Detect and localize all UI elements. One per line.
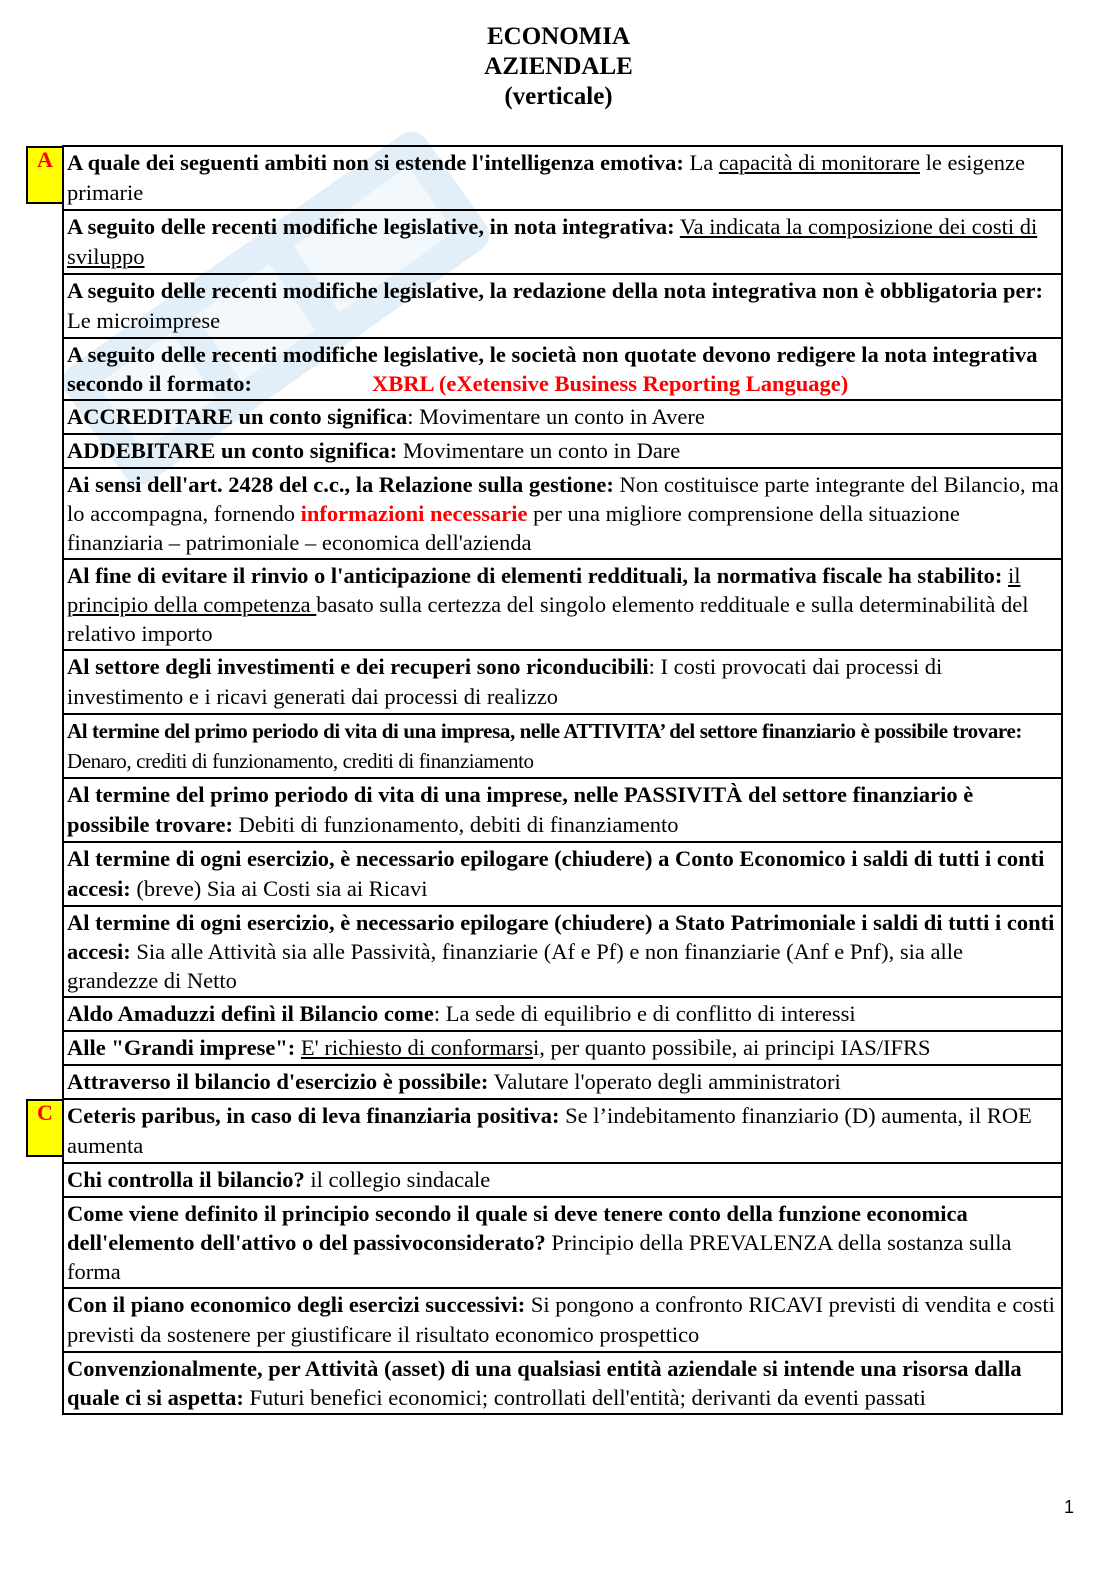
question: Aldo Amaduzzi definì il Bilancio come: [67, 1001, 434, 1026]
answer: basato sulla certezza del singolo elemento reddituale e sulla determinabilità del relativo importo: [67, 592, 1029, 646]
table-row: [26, 650, 1062, 714]
question: Al termine del primo periodo di vita di una imprese, nelle PASSIVITÀ del settore finanziario è possibile trovare:: [67, 782, 974, 837]
answer-underlined: il principio della competenza: [67, 563, 1021, 617]
question: A quale dei seguenti ambiti non si estende l'intelligenza emotiva:: [67, 150, 684, 175]
question: Attraverso il bilancio d'esercizio è possibile:: [67, 1069, 489, 1094]
title-line-1: ECONOMIA: [486, 23, 631, 50]
table-row: [26, 434, 1062, 468]
question: Al termine di ogni esercizio, è necessario epilogare (chiudere) a Stato Patrimoniale i saldi di tutti i conti accesi:: [67, 910, 1055, 964]
answer: (breve) Sia ai Costi sia ai Ricavi: [130, 876, 428, 901]
answer: Valutare l'operato degli amministratori: [488, 1069, 841, 1094]
table-row: [26, 274, 1062, 338]
table-row: [26, 1352, 1062, 1414]
answer: Movimentare un conto in Dare: [397, 438, 681, 463]
question: Al settore degli investimenti e dei recuperi sono riconducibili: [67, 654, 649, 679]
answer: Denaro, crediti di funzionamento, crediti di finanziamento: [67, 749, 534, 773]
answer: i, per quanto possibile, ai principi IAS/IFRS: [533, 1035, 931, 1060]
answer: le esigenze primarie: [67, 150, 1025, 205]
question: ADDEBITARE un conto significa:: [67, 438, 398, 463]
answer: Futuri benefici economici; controllati dell'entità; derivanti da eventi passati: [243, 1385, 926, 1410]
answer: Se l’indebitamento finanziario (D) aumenta, il ROE aumenta: [67, 1103, 1032, 1158]
question: Ai sensi dell'art. 2428 del c.c., la Relazione sulla gestione:: [67, 472, 614, 497]
question: Ceteris paribus, in caso di leva finanziaria positiva:: [67, 1103, 560, 1128]
table-row: [26, 1031, 1062, 1065]
table-row: [26, 468, 1062, 559]
table-row: [26, 906, 1062, 997]
table-row: [26, 338, 1062, 400]
answer-underlined: capacità di monitorare: [718, 150, 921, 175]
table-row: [26, 1065, 1062, 1099]
qa-table: [26, 145, 1063, 1415]
question: Con il piano economico degli esercizi successivi:: [67, 1292, 526, 1317]
question: ACCREDITARE un conto significa: [67, 404, 408, 429]
question: Chi controlla il bilancio?: [67, 1167, 305, 1192]
page-number: 1: [1064, 1497, 1075, 1517]
question: Al fine di evitare il rinvio o l'anticipazione di elementi reddituali, la normativa fiscale ha stabilito:: [67, 563, 1003, 588]
answer: Non costituisce parte integrante del Bilancio, ma lo accompagna, fornendo: [67, 472, 1059, 526]
answer-highlighted: XBRL (eXetensive Business Reporting Language): [371, 371, 849, 396]
section-letter-c: C: [26, 1099, 62, 1157]
table-row: [26, 559, 1062, 650]
question: Alle "Grandi imprese":: [67, 1035, 296, 1060]
answer-underlined: E' richiesto di conformars: [300, 1035, 534, 1060]
section-letter-a: A: [26, 146, 62, 204]
question: A seguito delle recenti modifiche legislative, la redazione della nota integrativa non è obbligatoria per:: [67, 278, 1043, 303]
answer: Le microimprese: [67, 308, 221, 333]
answer-highlighted: informazioni necessarie: [300, 501, 528, 526]
question: A seguito delle recenti modifiche legislative, le società non quotate devono redigere la nota integrativa secondo il formato:: [67, 342, 1038, 396]
table-row: [26, 1099, 1062, 1163]
answer: il collegio sindacale: [304, 1167, 491, 1192]
answer: La: [683, 150, 719, 175]
title-line-2: AZIENDALE: [484, 53, 633, 80]
table-row: [26, 210, 1062, 274]
table-row: [26, 1288, 1062, 1352]
question: Come viene definito il principio secondo il quale si deve tenere conto della funzione economica dell'elemento dell'attivo o del passivoconsiderato?: [67, 1201, 968, 1255]
answer: : I costi provocati dai processi di investimento e i ricavi generati dai processi di realizzo: [67, 654, 943, 709]
question: Convenzionalmente, per Attività (asset) di una qualsiasi entità aziendale si intende una risorsa dalla quale ci si aspetta:: [67, 1356, 1022, 1410]
table-row: [26, 997, 1062, 1031]
answer: Sia alle Attività sia alle Passività, finanziarie (Af e Pf) e non finanziarie (Anf e Pnf), sia alle grandezze di Netto: [67, 939, 963, 993]
document-title: [0, 22, 1117, 112]
table-row: [26, 842, 1062, 906]
table-row: [26, 1197, 1062, 1288]
question: Al termine del primo periodo di vita di una impresa, nelle ATTIVITA’ del settore finanziario è possibile trovare:: [67, 719, 1022, 743]
answer: Principio della PREVALENZA della sostanza sulla forma: [67, 1230, 1012, 1284]
answer: Debiti di funzionamento, debiti di finanziamento: [233, 812, 679, 837]
answer: per una migliore comprensione della situazione finanziaria – patrimoniale – economica dell'azienda: [67, 501, 960, 555]
table-row: [26, 400, 1062, 434]
title-line-3: (verticale): [504, 83, 613, 110]
answer: Si pongono a confronto RICAVI previsti di vendita e costi previsti da sostenere per giustificare il risultato economico prospettico: [67, 1292, 1055, 1347]
answer: : La sede di equilibrio e di conflitto di interessi: [433, 1001, 856, 1026]
answer: : Movimentare un conto in Avere: [407, 404, 705, 429]
question: Al termine di ogni esercizio, è necessario epilogare (chiudere) a Conto Economico i saldi di tutti i conti accesi:: [67, 846, 1045, 901]
table-row: [26, 1163, 1062, 1197]
table-row: [26, 146, 1062, 210]
question: A seguito delle recenti modifiche legislative, in nota integrativa:: [67, 214, 675, 239]
table-row: [26, 714, 1062, 778]
table-row: [26, 778, 1062, 842]
answer-underlined: Va indicata la composizione dei costi di sviluppo: [67, 214, 1038, 269]
